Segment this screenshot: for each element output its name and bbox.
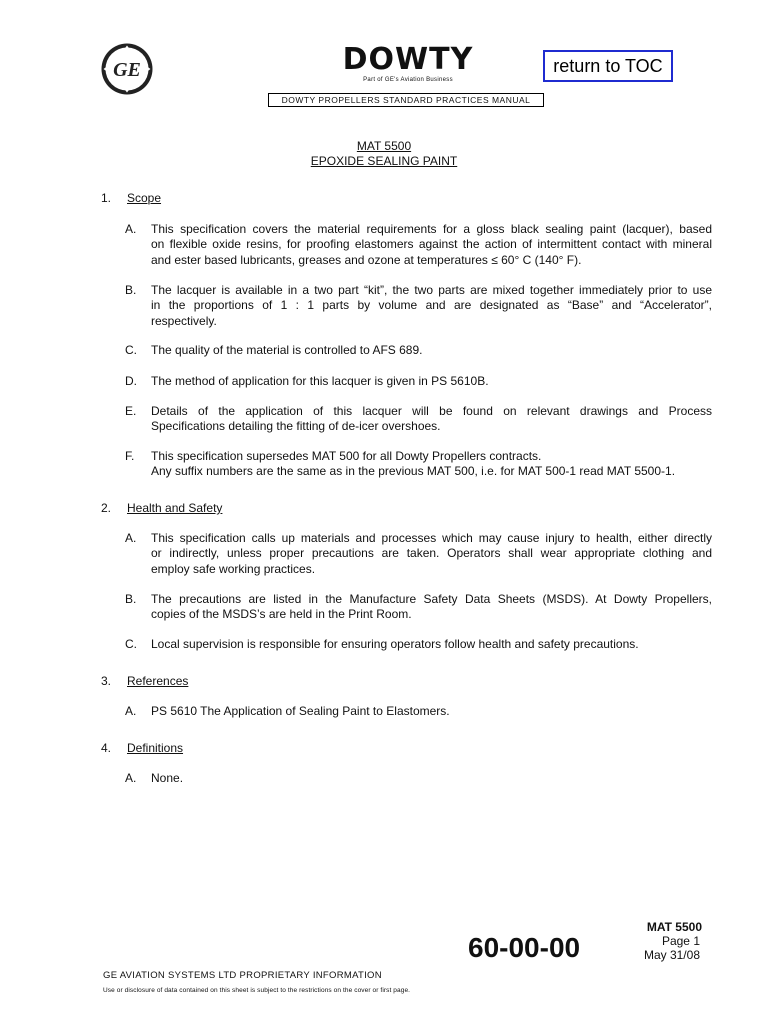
references-item-a [151, 704, 712, 719]
section-title-definitions: Definitions [127, 741, 184, 755]
section-title-health-safety: Health and Safety [127, 501, 223, 515]
text-line: respectively. [151, 313, 217, 328]
section-number: 1. [101, 191, 112, 205]
health-item-c [151, 637, 712, 652]
ge-logo [100, 42, 154, 96]
scope-item-f [151, 449, 712, 480]
item-letter: A. [125, 531, 137, 545]
health-item-b [151, 592, 712, 623]
footer-chapter-code: 60-00-00 [468, 932, 581, 963]
item-letter: C. [125, 637, 137, 651]
section-title-references: References [127, 674, 189, 688]
footer-proprietary-notice: GE AVIATION SYSTEMS LTD PROPRIETARY INFORMATION [103, 970, 382, 981]
scope-item-e [151, 404, 712, 435]
item-letter: A. [125, 771, 137, 785]
text-line: The precautions are listed in the Manufacture Safety Data Sheets (MSDS). At Dowty Propellers, [151, 592, 712, 606]
return-to-toc-button[interactable]: return to TOC [543, 50, 673, 82]
text-line: employ safe working practices. [151, 561, 316, 576]
text-line: This specification calls up materials and processes which may cause injury to health, either directly [151, 531, 712, 545]
item-letter: A. [125, 222, 137, 236]
section-number: 2. [101, 501, 112, 515]
item-letter: B. [125, 592, 137, 606]
item-letter: F. [125, 449, 135, 463]
scope-item-a [151, 222, 712, 268]
scope-item-d [151, 374, 712, 389]
item-letter: D. [125, 374, 137, 388]
text-line: on flexible oxide resins, for proofing elastomers against the action of intermittent contact with mineral [151, 237, 712, 252]
text-line: in the proportions of 1 : 1 parts by volume and are designated as “Base” and “Accelerator”, [151, 298, 712, 313]
text-line: Specifications detailing the fitting of de-icer overshoes. [151, 419, 441, 434]
doc-code: MAT 5500 [356, 139, 412, 153]
section-number: 3. [101, 674, 112, 688]
text-line: Local supervision is responsible for ensuring operators follow health and safety precautions. [151, 637, 639, 651]
text-line: and ester based lubricants, greases and ozone at temperatures ≤ 60° C (140° F). [151, 252, 582, 267]
item-letter: A. [125, 704, 137, 718]
health-item-a [151, 531, 712, 577]
dowty-brand: DOWTY [342, 42, 474, 77]
doc-name: EPOXIDE SEALING PAINT [310, 154, 458, 168]
text-line: The quality of the material is controlled to AFS 689. [151, 343, 423, 357]
footer-mat-code: MAT 5500 [646, 920, 702, 934]
ge-logo-text: GE [113, 59, 141, 81]
text-line: or indirectly, unless proper precautions are taken. Operators shall wear appropriate clothing and [151, 546, 712, 561]
text-line: Any suffix numbers are the same as in the previous MAT 500, i.e. for MAT 500-1 read MAT 5500-1. [151, 464, 676, 479]
footer-date: May 31/08 [643, 948, 700, 962]
manual-title: DOWTY PROPELLERS STANDARD PRACTICES MANUAL [268, 93, 544, 107]
text-line: This specification supersedes MAT 500 for all Dowty Propellers contracts. [151, 449, 542, 463]
item-letter: C. [125, 343, 137, 357]
text-line: The lacquer is available in a two part “kit”, the two parts are mixed together immediately prior to use [151, 283, 712, 297]
text-line: None. [151, 771, 184, 785]
section-title-scope: Scope [127, 191, 162, 205]
item-letter: E. [125, 404, 137, 418]
text-line: copies of the MSDS’s are held in the Print Room. [151, 607, 412, 622]
footer-page-number: Page 1 [661, 934, 700, 948]
text-line: Details of the application of this lacquer will be found on relevant drawings and Process [151, 404, 712, 418]
definitions-item-a [151, 771, 712, 786]
item-letter: B. [125, 283, 137, 297]
text-line: The method of application for this lacquer is given in PS 5610B. [151, 374, 489, 388]
dowty-logo [342, 44, 474, 76]
dowty-tagline: Part of GE's Aviation Business [363, 77, 453, 83]
text-line: This specification covers the material requirements for a gloss black sealing paint (lacquer), based [151, 222, 712, 236]
footer-use-notice: Use or disclosure of data contained on this sheet is subject to the restrictions on the cover or first page. [103, 987, 411, 994]
scope-item-c [151, 343, 712, 358]
section-number: 4. [101, 741, 112, 755]
text-line: PS 5610 The Application of Sealing Paint to Elastomers. [151, 704, 450, 718]
scope-item-b [151, 283, 712, 329]
